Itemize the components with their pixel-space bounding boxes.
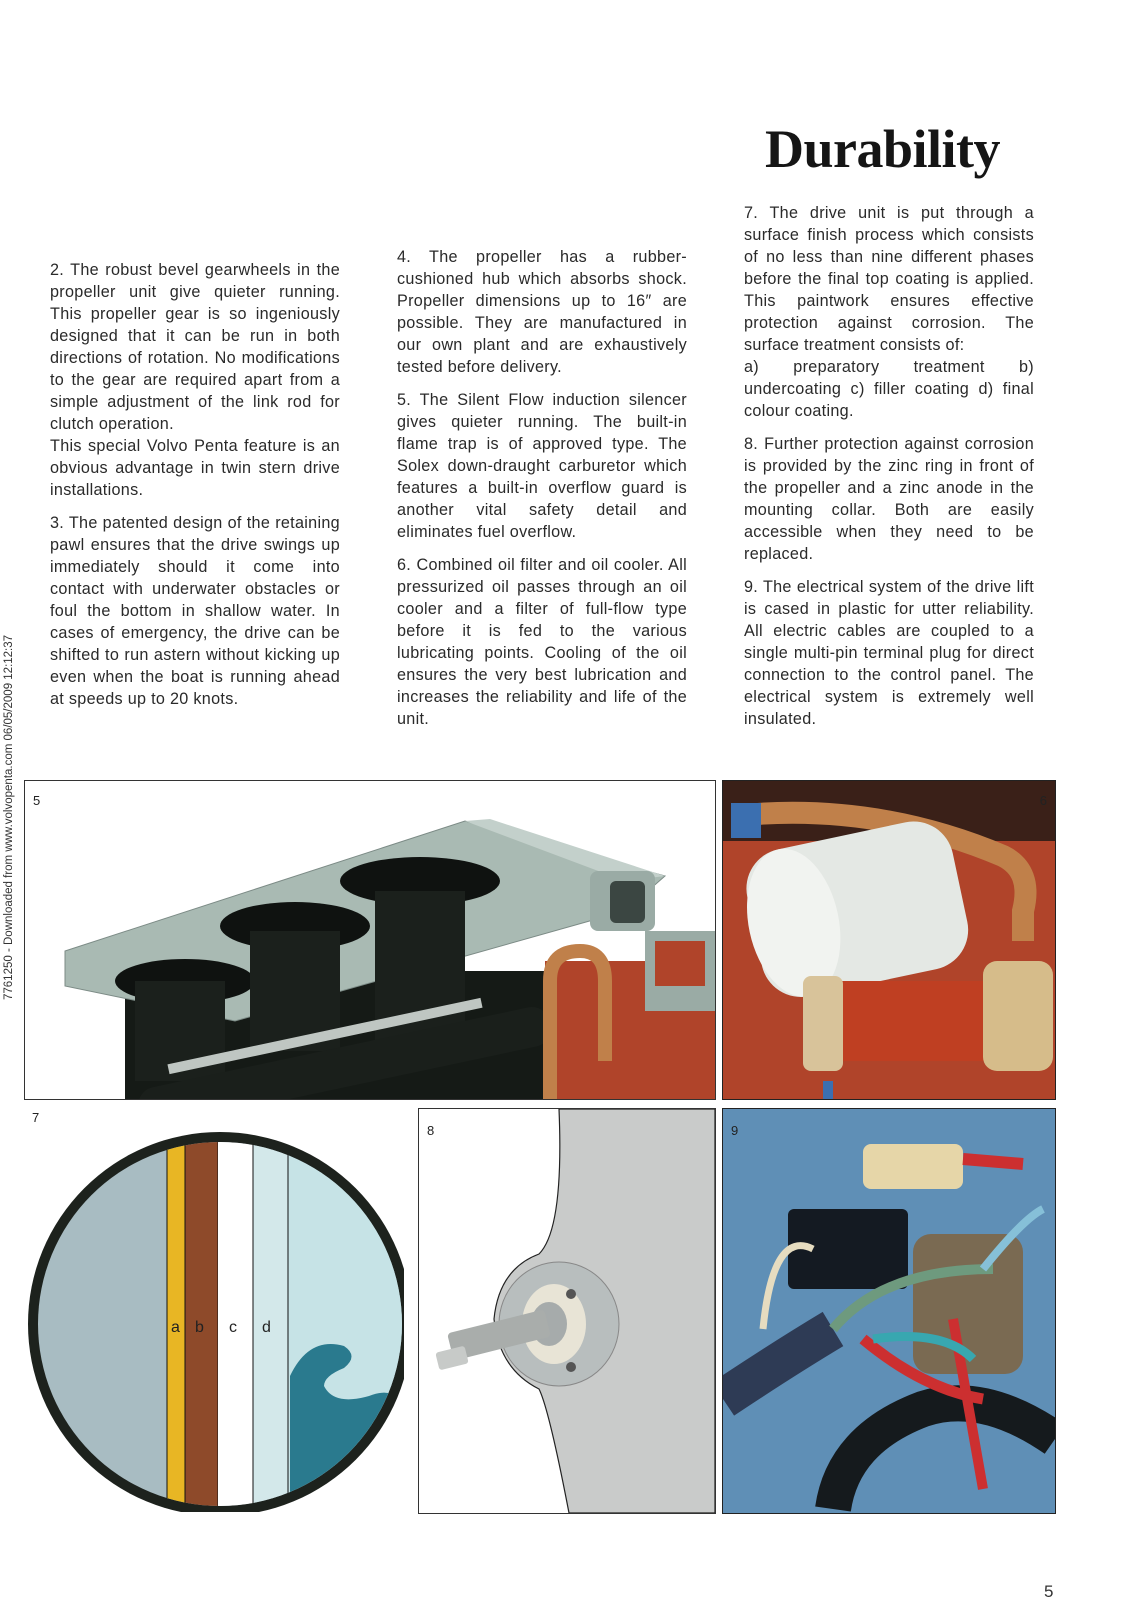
download-note: 7761250 - Downloaded from www.volvopenta.com 06/05/2009 12:12:37 <box>3 634 15 1000</box>
text-column-3 <box>744 202 1034 741</box>
paragraph-3: 3. The patented design of the retaining pawl ensures that the drive swings up immediately should it come into contact with underwater obstacles or foul the bottom in shallow water. In cases of emergency, the drive can be shifted to run astern without kicking up even when the boat is running ahead at speeds up to 20 knots. <box>50 514 340 708</box>
figure-number: 6 <box>1039 793 1047 808</box>
oil-filter-illustration <box>723 781 1055 1099</box>
paragraph-4: 4. The propeller has a rubber-cushioned hub which absorbs shock. Propeller dimensions up to 16″ are possible. They are manufactured in our own plant and are exhaustively tested before delivery. <box>397 248 687 376</box>
engine-illustration <box>25 781 715 1099</box>
figure-8-zinc-ring <box>418 1108 716 1514</box>
figure-7-paint-layers <box>24 1106 404 1512</box>
paragraph-8: 8. Further protection against corrosion is provided by the zinc ring in front of the propeller and a zinc anode in the mounting collar. Both are easily accessible when they need to be replaced. <box>744 435 1034 563</box>
paint-layers-diagram <box>24 1106 404 1512</box>
layer-label-b: b <box>195 1319 204 1336</box>
paragraph-2: 2. The robust bevel gearwheels in the propeller unit give quieter running. This propeller gear is so ingeniously designed that it can be run in both directions of rotation. No modifications to the gear are required apart from a simple adjustment of the link rod for clutch operation. <box>50 261 340 433</box>
figure-number: 5 <box>33 793 41 808</box>
paragraph-6: 6. Combined oil filter and oil cooler. All pressurized oil passes through an oil cooler and a filter of full-flow type before it is fed to the various lubricating points. Cooling of the oil ensures the very best lubrication and increases the reliability and life of the unit. <box>397 556 687 728</box>
layer-label-d: d <box>262 1319 271 1336</box>
paragraph-9: 9. The electrical system of the drive lift is cased in plastic for utter reliability. All electric cables are coupled to a single multi-pin terminal plug for direct connection to the control panel. The electrical system is extremely well insulated. <box>744 578 1034 728</box>
figure-number: 7 <box>32 1110 40 1125</box>
figure-5-engine <box>24 780 716 1100</box>
paragraph-7-list: a) preparatory treatment b) undercoating c) filler coating d) final colour coating. <box>744 358 1034 420</box>
paragraph-7: 7. The drive unit is put through a surface finish process which consists of no less than nine different phases before the final top coating is applied. This paintwork ensures effective protection against corrosion. The surface treatment consists of: <box>744 204 1034 354</box>
figure-number: 8 <box>427 1123 435 1138</box>
figure-number: 9 <box>731 1123 739 1138</box>
figure-9-electrical-system <box>722 1108 1056 1514</box>
layer-label-a: a <box>171 1319 180 1336</box>
figure-6-oil-filter <box>722 780 1056 1100</box>
page-title: Durability <box>765 119 1001 179</box>
text-column-2 <box>397 246 687 741</box>
layer-label-c: c <box>229 1319 237 1336</box>
text-column-1 <box>50 259 340 721</box>
propeller-shaft-illustration <box>419 1109 715 1513</box>
paragraph-5: 5. The Silent Flow induction silencer gives quieter running. The built-in flame trap is of approved type. The Solex down-draught carburetor which features a built-in overflow guard is another vital safety detail and eliminates fuel overflow. <box>397 391 687 541</box>
wiring-illustration <box>723 1109 1055 1513</box>
paragraph-2-note: This special Volvo Penta feature is an obvious advantage in twin stern drive installations. <box>50 437 340 499</box>
page-number: 5 <box>1044 1582 1054 1601</box>
